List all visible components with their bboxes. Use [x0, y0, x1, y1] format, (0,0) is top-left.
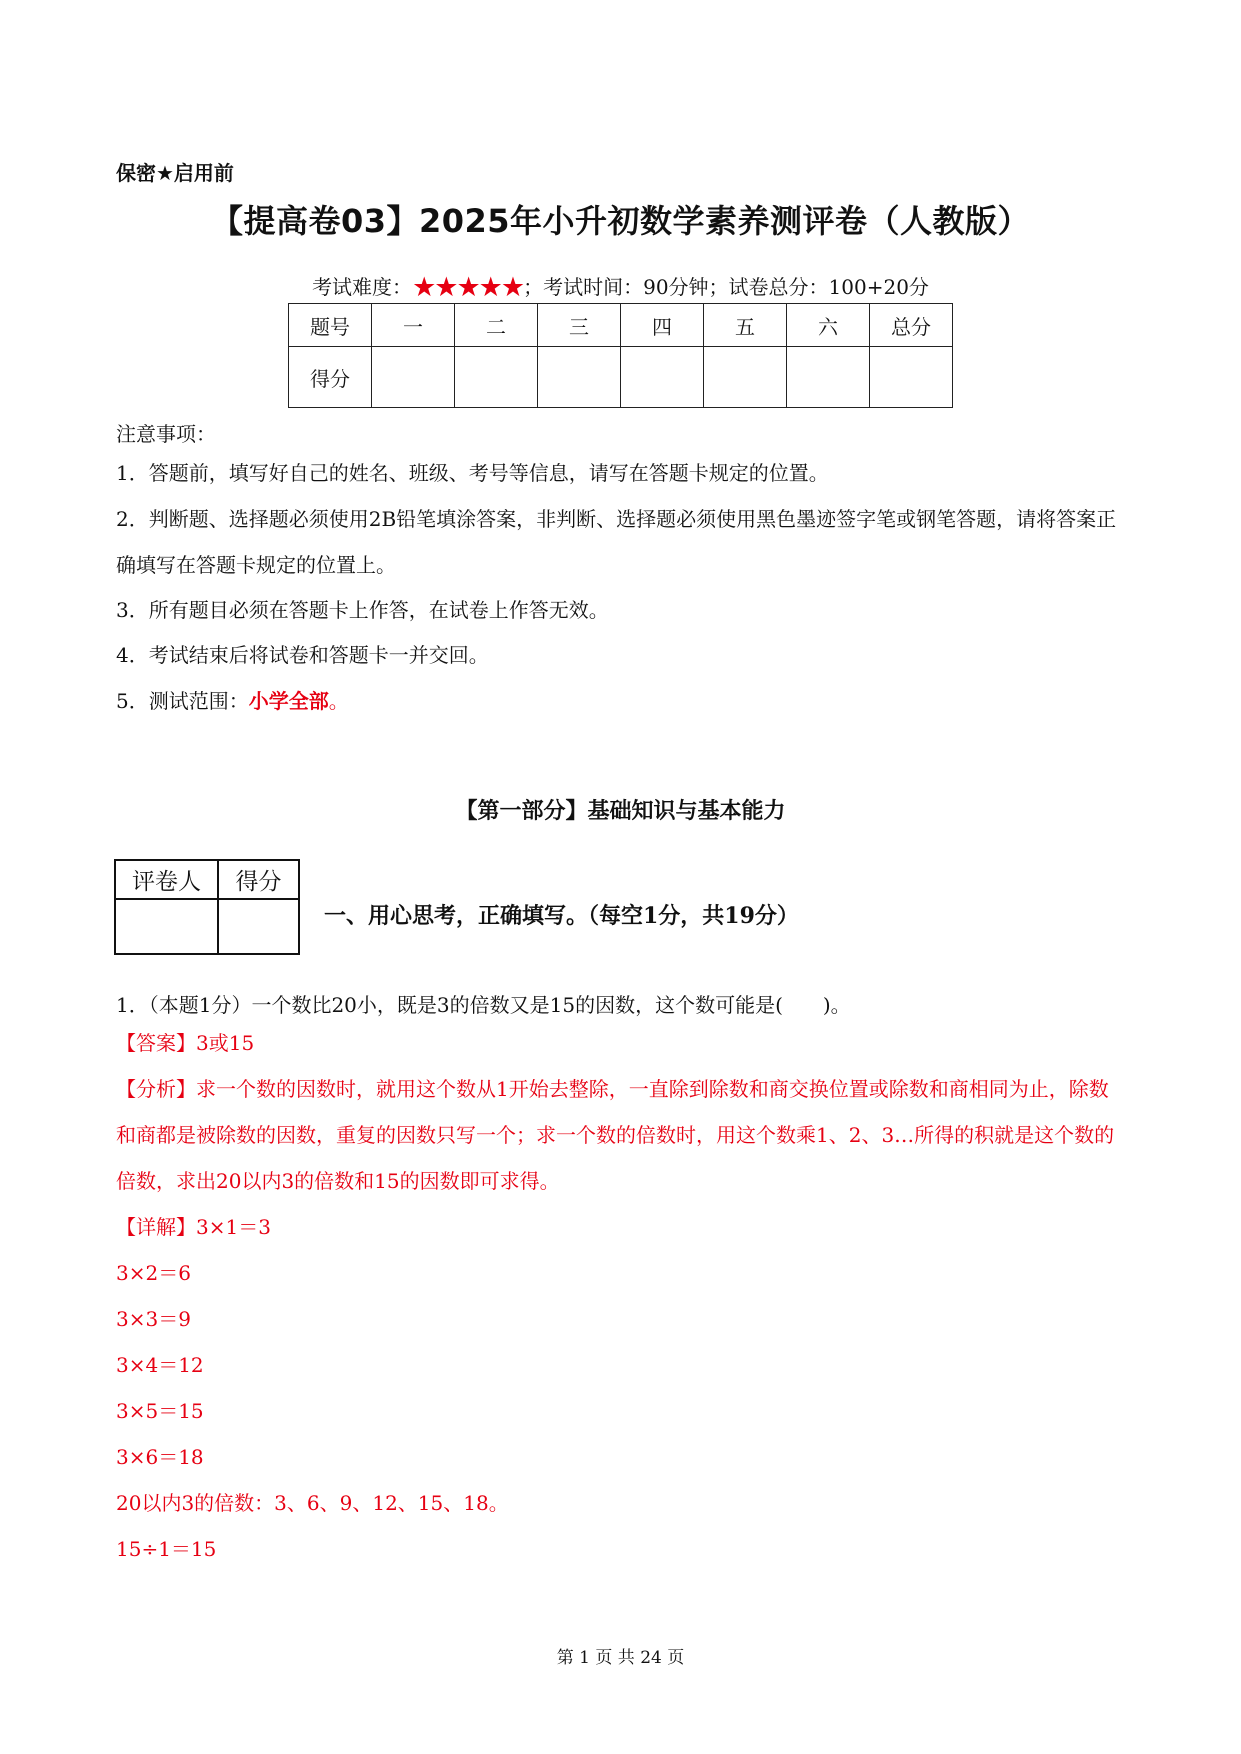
- note-item: 4．考试结束后将试卷和答题卡一并交回。: [116, 643, 489, 667]
- exam-time-total: ；考试时间：90分钟；试卷总分：100+20分: [523, 275, 929, 299]
- score-cell[interactable]: [870, 347, 953, 408]
- score-cell[interactable]: [455, 347, 538, 408]
- score-table-score-row: [289, 347, 953, 408]
- score-table-header: 五: [704, 304, 787, 347]
- question-1: 1．（本题1分）一个数比20小，既是3的倍数又是15的因数，这个数可能是( )。: [116, 993, 851, 1017]
- score-cell[interactable]: [372, 347, 455, 408]
- grader-label: 评卷人: [115, 860, 218, 899]
- score-cell[interactable]: [787, 347, 870, 408]
- detail-line: 3×5＝15: [116, 1399, 204, 1423]
- score-cell[interactable]: [621, 347, 704, 408]
- detail-line: 15÷1＝15: [116, 1537, 217, 1561]
- score-table-header: 三: [538, 304, 621, 347]
- page-footer: 第 1 页 共 24 页: [556, 1648, 685, 1668]
- score-table-header: 四: [621, 304, 704, 347]
- detail-line: 20以内3的倍数：3、6、9、12、15、18。: [116, 1491, 509, 1515]
- difficulty-label: 考试难度：: [312, 275, 413, 299]
- note-item: 3．所有题目必须在答题卡上作答，在试卷上作答无效。: [116, 598, 609, 622]
- score-table: [288, 303, 953, 408]
- score-cell[interactable]: [538, 347, 621, 408]
- analysis-text: 【分析】求一个数的因数时，就用这个数从1开始去整除，一直除到除数和商交换位置或除数和商相同为止，除数和商都是被除数的因数，重复的因数只写一个；求一个数的倍数时，用这个数乘1、2、3…所得的积就是这个数的倍数，求出20以内3的倍数和15的因数即可求得。: [116, 1077, 1115, 1193]
- part-title: 【第一部分】基础知识与基本能力: [455, 799, 786, 824]
- detail-line: 3×4＝12: [116, 1353, 204, 1377]
- score-table-header: 总分: [870, 304, 953, 347]
- confidential-label: 保密★启用前: [116, 161, 234, 185]
- score-table-header: 题号: [289, 304, 372, 347]
- grader-cell[interactable]: [115, 899, 218, 954]
- notes-heading: 注意事项：: [116, 422, 216, 446]
- difficulty-stars-icon: ★★★★★: [412, 272, 524, 303]
- note-item-scope: [116, 689, 1126, 713]
- detail-line: 3×6＝18: [116, 1445, 204, 1469]
- detail-line: 3×2＝6: [116, 1261, 191, 1285]
- grader-score-cell[interactable]: [218, 899, 299, 954]
- score-table-header-row: [289, 304, 953, 347]
- grader-score-label: 得分: [218, 860, 299, 899]
- scope-highlight: 小学全部: [248, 689, 329, 713]
- score-table-header: 六: [787, 304, 870, 347]
- score-cell[interactable]: [704, 347, 787, 408]
- grader-box: [114, 859, 300, 955]
- scope-suffix: 。: [328, 689, 349, 713]
- detail-line: 【详解】3×1＝3: [116, 1215, 271, 1239]
- note-item: 1．答题前，填写好自己的姓名、班级、考号等信息，请写在答题卡规定的位置。: [116, 461, 829, 485]
- note-item: 2．判断题、选择题必须使用2B铅笔填涂答案，非判断、选择题必须使用黑色墨迹签字笔或钢笔答题，请将答案正确填写在答题卡规定的位置上。: [116, 507, 1117, 577]
- answer-line: 【答案】3或15: [116, 1031, 255, 1055]
- section-title: 一、用心思考，正确填写。（每空1分，共19分）: [324, 903, 799, 929]
- score-table-header: 一: [372, 304, 455, 347]
- score-table-header: 二: [455, 304, 538, 347]
- detail-line: 3×3＝9: [116, 1307, 191, 1331]
- exam-info: [0, 271, 1241, 303]
- exam-title: 【提高卷03】2025年小升初数学素养测评卷（人教版）: [210, 202, 1031, 240]
- scope-prefix: 5．测试范围：: [116, 689, 249, 713]
- score-row-label: 得分: [289, 347, 372, 408]
